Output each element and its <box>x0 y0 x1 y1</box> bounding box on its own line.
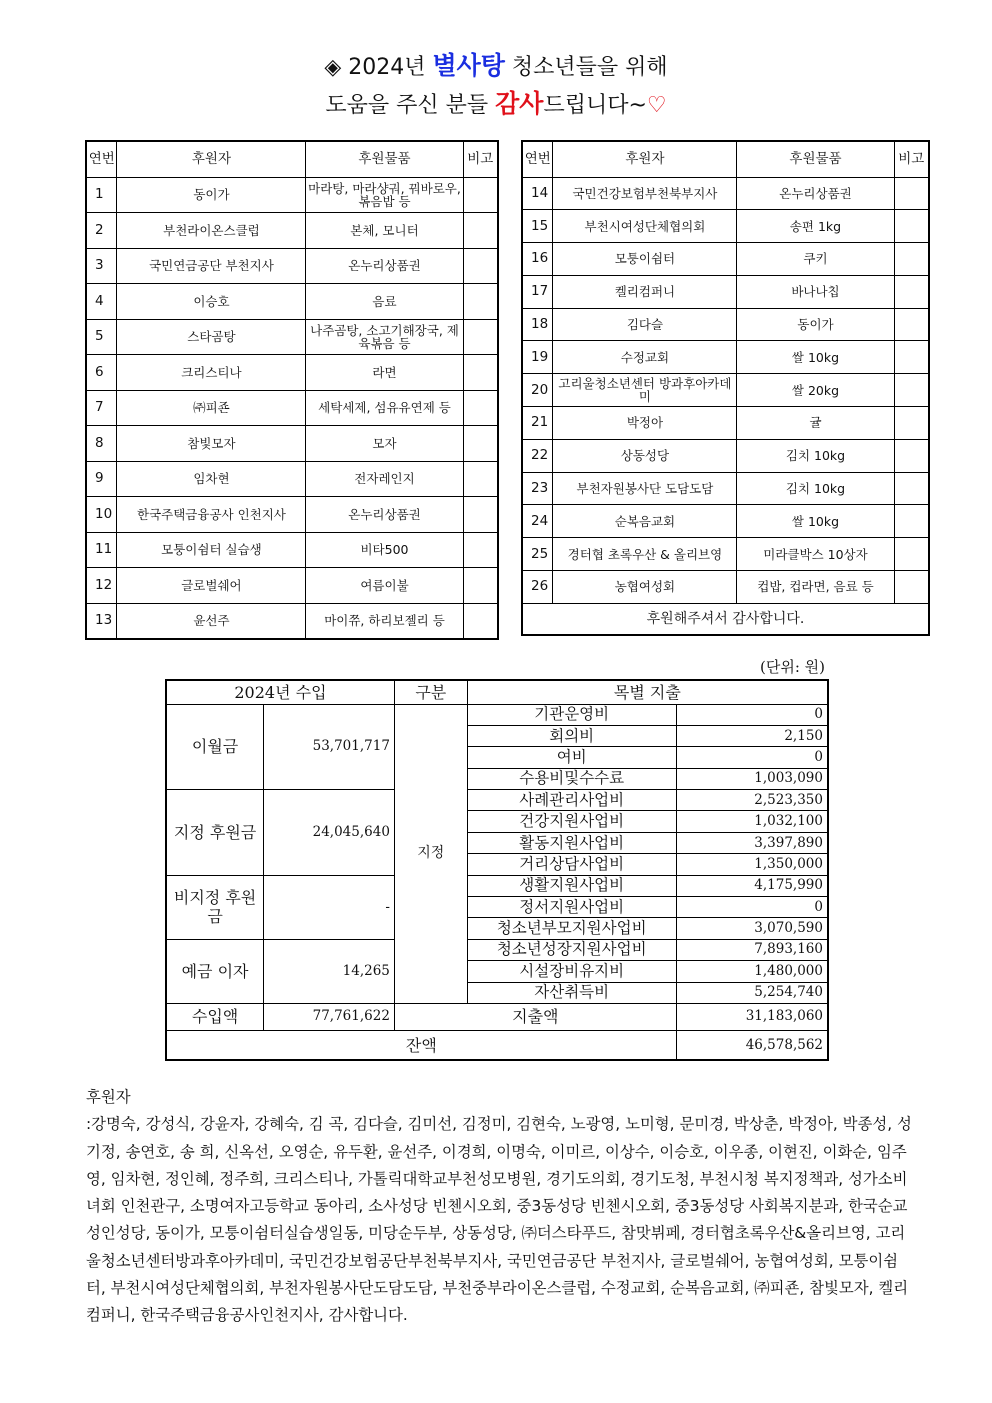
row-donor: 순복음교회 <box>553 505 737 538</box>
expense-value: 2,150 <box>676 725 828 746</box>
table-row <box>86 213 498 249</box>
title-line2-pre: 도움을 주신 분들 <box>325 93 496 118</box>
org-name: 별사탕 <box>432 51 505 80</box>
row-item: 세탁세제, 섬유유연제 등 <box>306 390 463 426</box>
row-no: 10 <box>86 497 117 533</box>
row-no: 17 <box>522 275 553 308</box>
table-footer-row <box>522 603 929 635</box>
expense-item: 활동지원사업비 <box>467 832 676 853</box>
row-item: 온누리상품권 <box>737 177 894 210</box>
table-row <box>86 426 498 462</box>
row-donor: 국민연금공단 부천지사 <box>117 248 306 284</box>
row-donor: 켈리컴퍼니 <box>553 275 737 308</box>
row-item: 음료 <box>306 284 463 320</box>
row-item: 쌀 10kg <box>737 341 894 374</box>
finance-balance-row <box>166 1030 828 1060</box>
title-line2-post: 드립니다~ <box>543 93 647 118</box>
row-item: 전자레인지 <box>306 461 463 497</box>
table-row <box>522 341 929 374</box>
income-label: 이월금 <box>166 704 264 790</box>
income-value: - <box>264 875 395 939</box>
row-no: 2 <box>86 213 117 249</box>
header-note: 비고 <box>463 141 498 177</box>
row-item: 본체, 모니터 <box>306 213 463 249</box>
expense-value: 1,003,090 <box>676 768 828 789</box>
expense-item: 정서지원사업비 <box>467 897 676 918</box>
expense-value: 1,032,100 <box>676 811 828 832</box>
row-no: 15 <box>522 210 553 243</box>
row-donor: 김다슬 <box>553 308 737 341</box>
row-no: 13 <box>86 603 117 639</box>
expense-item: 시설장비유지비 <box>467 961 676 982</box>
row-donor: 수정교회 <box>553 341 737 374</box>
expense-item: 사례관리사업비 <box>467 790 676 811</box>
table-row <box>522 275 929 308</box>
row-note <box>894 341 929 374</box>
header-item: 후원물품 <box>737 141 894 177</box>
row-donor: 임차현 <box>117 461 306 497</box>
row-donor: 참빛모자 <box>117 426 306 462</box>
table-row <box>522 407 929 440</box>
row-no: 16 <box>522 243 553 276</box>
table-row <box>522 177 929 210</box>
page-title-line-1 <box>0 46 992 82</box>
row-item: 컵밥, 컵라면, 음료 등 <box>737 571 894 604</box>
table-row <box>86 248 498 284</box>
row-note <box>894 571 929 604</box>
total-expense: 31,183,060 <box>676 1003 828 1030</box>
supporters-list: :강명숙, 강성식, 강윤자, 강혜숙, 김 곡, 김다슬, 김미선, 김정미, 김현숙, 노광영, 노미형, 문미경, 박상춘, 박정아, 박종성, 성기정, 송연호, 송 희, 신옥선, 오영순, 유두환, 윤선주, 이경희, 이명숙, 이미르, 이상수, 이승호, 이우종, 이현진, 이화순, 임주영, 임차현, 정인혜, 정주희, 크리스티나, 가톨릭대학교부천성모병원, 경기도의회, 경기도청, 부천시청 복지정책과, 성가소비녀회 인천관구, 소명여자고등학교 동아리, 소사성당 빈첸시오회, 중3동성당 빈첸시오회, 중3동성당 사회복지분과, 한국순교성인성당, 동이가, 모퉁이쉼터실습생일동, 미당순두부, 상동성당, ㈜더스타푸드, 참맛뷔페, 경터협초록우산&올리브영, 고리울청소년센터방과후아카데미, 국민건강보험공단부천북부지사, 국민연금공단 부천지사, 글로벌쉐어, 농협여성회, 모퉁이쉼터, 부천시여성단체협의회, 부천자원봉사단도담도담, 부천중부라이온스클럽, 수정교회, 순복음교회, ㈜피죤, 참빛모자, 켈리컴퍼니, 한국주택금융공사인천지사, 감사합니다. <box>86 1115 912 1325</box>
income-value: 24,045,640 <box>264 790 395 876</box>
row-item: 김치 10kg <box>737 439 894 472</box>
row-note <box>463 213 498 249</box>
table-row <box>522 538 929 571</box>
row-no: 3 <box>86 248 117 284</box>
row-item: 온누리상품권 <box>306 248 463 284</box>
row-no: 7 <box>86 390 117 426</box>
row-item: 라면 <box>306 355 463 391</box>
header-category: 구분 <box>394 680 467 704</box>
row-note <box>894 243 929 276</box>
row-note <box>463 603 498 639</box>
row-note <box>463 284 498 320</box>
heart-icon: ♡ <box>646 93 667 118</box>
row-note <box>463 532 498 568</box>
row-donor: ㈜피죤 <box>117 390 306 426</box>
row-note <box>894 472 929 505</box>
supporters-title: 후원자 <box>86 1088 131 1106</box>
table-row <box>86 461 498 497</box>
row-donor: 상동성당 <box>553 439 737 472</box>
finance-header <box>166 680 828 704</box>
expense-item: 생활지원사업비 <box>467 875 676 896</box>
row-item: 나주곰탕, 소고기해장국, 제육볶음 등 <box>306 319 463 355</box>
row-donor: 글로벌쉐어 <box>117 568 306 604</box>
row-no: 23 <box>522 472 553 505</box>
total-income: 77,761,622 <box>264 1003 395 1030</box>
row-note <box>894 177 929 210</box>
expense-item: 건강지원사업비 <box>467 811 676 832</box>
row-no: 14 <box>522 177 553 210</box>
row-item: 여름이불 <box>306 568 463 604</box>
row-donor: 경터협 초록우산 & 올리브영 <box>553 538 737 571</box>
table-row <box>86 568 498 604</box>
row-note <box>463 568 498 604</box>
finance-row <box>166 704 828 725</box>
balance-label: 잔액 <box>166 1030 676 1060</box>
row-item: 쌀 10kg <box>737 505 894 538</box>
row-no: 6 <box>86 355 117 391</box>
finance-row <box>166 939 828 960</box>
expense-item: 수용비및수수료 <box>467 768 676 789</box>
expense-value: 0 <box>676 747 828 768</box>
row-note <box>894 505 929 538</box>
row-note <box>463 461 498 497</box>
table-row <box>86 603 498 639</box>
expense-value: 3,070,590 <box>676 918 828 939</box>
income-value: 53,701,717 <box>264 704 395 790</box>
row-note <box>894 407 929 440</box>
row-note <box>463 177 498 213</box>
row-no: 19 <box>522 341 553 374</box>
row-item: 마라탕, 마라샹궈, 꿔바로우, 볶음밥 등 <box>306 177 463 213</box>
row-item: 송편 1kg <box>737 210 894 243</box>
income-label: 지정 후원금 <box>166 790 264 876</box>
row-donor: 부천시여성단체협의회 <box>553 210 737 243</box>
row-donor: 부천자원봉사단 도담도담 <box>553 472 737 505</box>
row-no: 1 <box>86 177 117 213</box>
row-item: 쌀 20kg <box>737 374 894 407</box>
expense-value: 7,893,160 <box>676 939 828 960</box>
row-note <box>463 426 498 462</box>
header-no: 연번 <box>86 141 117 177</box>
row-donor: 윤선주 <box>117 603 306 639</box>
expense-value: 1,480,000 <box>676 961 828 982</box>
total-income-label: 수입액 <box>166 1003 264 1030</box>
expense-value: 4,175,990 <box>676 875 828 896</box>
row-donor: 부천라이온스클럽 <box>117 213 306 249</box>
expense-item: 회의비 <box>467 725 676 746</box>
title-suffix: 청소년들을 위해 <box>504 55 668 80</box>
expense-value: 0 <box>676 897 828 918</box>
expense-item: 기관운영비 <box>467 704 676 725</box>
supporters-section <box>86 1084 916 1330</box>
row-no: 11 <box>86 532 117 568</box>
table-row <box>86 284 498 320</box>
row-item: 비타500 <box>306 532 463 568</box>
table-row <box>522 571 929 604</box>
finance-row <box>166 875 828 896</box>
row-item: 마이쮸, 하리보젤리 등 <box>306 603 463 639</box>
row-no: 18 <box>522 308 553 341</box>
table-row <box>522 308 929 341</box>
header-note: 비고 <box>894 141 929 177</box>
row-item: 쿠키 <box>737 243 894 276</box>
table-row <box>522 374 929 407</box>
row-no: 20 <box>522 374 553 407</box>
table-row <box>86 497 498 533</box>
row-note <box>894 538 929 571</box>
row-no: 21 <box>522 407 553 440</box>
income-label: 예금 이자 <box>166 939 264 1003</box>
row-donor: 이승호 <box>117 284 306 320</box>
unit-label: (단위: 원) <box>760 658 825 676</box>
row-item: 온누리상품권 <box>306 497 463 533</box>
title-prefix: ◈ 2024년 <box>324 55 433 80</box>
row-donor: 크리스티나 <box>117 355 306 391</box>
header-donor: 후원자 <box>553 141 737 177</box>
header-expense: 목별 지출 <box>467 680 828 704</box>
balance-value: 46,578,562 <box>676 1030 828 1060</box>
row-no: 4 <box>86 284 117 320</box>
header-no: 연번 <box>522 141 553 177</box>
expense-item: 청소년부모지원사업비 <box>467 918 676 939</box>
header-item: 후원물품 <box>306 141 463 177</box>
row-no: 12 <box>86 568 117 604</box>
income-label: 비지정 후원금 <box>166 875 264 939</box>
row-no: 26 <box>522 571 553 604</box>
row-item: 김치 10kg <box>737 472 894 505</box>
row-donor: 한국주택금융공사 인천지사 <box>117 497 306 533</box>
table-row <box>522 210 929 243</box>
row-donor: 스타곰탕 <box>117 319 306 355</box>
expense-item: 여비 <box>467 747 676 768</box>
expense-category: 지정 <box>394 704 467 1003</box>
table-row <box>86 532 498 568</box>
row-donor: 모퉁이쉼터 실습생 <box>117 532 306 568</box>
page-title-line-2 <box>0 84 992 120</box>
row-no: 9 <box>86 461 117 497</box>
table-row <box>522 472 929 505</box>
row-donor: 국민건강보험부천북부지사 <box>553 177 737 210</box>
row-donor: 모퉁이쉼터 <box>553 243 737 276</box>
expense-value: 0 <box>676 704 828 725</box>
finance-table <box>165 679 829 1061</box>
total-expense-label: 지출액 <box>394 1003 676 1030</box>
row-note <box>894 275 929 308</box>
header-donor: 후원자 <box>117 141 306 177</box>
title-thanks: 감사 <box>495 89 544 118</box>
row-note <box>894 210 929 243</box>
row-note <box>463 390 498 426</box>
row-no: 5 <box>86 319 117 355</box>
table-row <box>86 355 498 391</box>
row-donor: 박정아 <box>553 407 737 440</box>
table-row <box>86 177 498 213</box>
expense-item: 거리상담사업비 <box>467 854 676 875</box>
donation-table-right <box>521 140 930 636</box>
row-item: 귤 <box>737 407 894 440</box>
expense-value: 3,397,890 <box>676 832 828 853</box>
table-row <box>86 319 498 355</box>
row-item: 동이가 <box>737 308 894 341</box>
finance-row <box>166 790 828 811</box>
expense-value: 5,254,740 <box>676 982 828 1003</box>
expense-item: 청소년성장지원사업비 <box>467 939 676 960</box>
row-no: 24 <box>522 505 553 538</box>
row-no: 8 <box>86 426 117 462</box>
donation-table-left <box>85 140 499 640</box>
table-row <box>522 439 929 472</box>
finance-total-row <box>166 1003 828 1030</box>
expense-value: 2,523,350 <box>676 790 828 811</box>
row-no: 22 <box>522 439 553 472</box>
row-note <box>463 248 498 284</box>
row-item: 바나나칩 <box>737 275 894 308</box>
row-note <box>894 374 929 407</box>
row-donor: 농협여성회 <box>553 571 737 604</box>
row-item: 미라클박스 10상자 <box>737 538 894 571</box>
row-note <box>463 355 498 391</box>
table-row <box>522 243 929 276</box>
thanks-footer: 후원해주셔서 감사합니다. <box>522 603 929 635</box>
row-note <box>463 497 498 533</box>
income-value: 14,265 <box>264 939 395 1003</box>
row-note <box>894 439 929 472</box>
row-note <box>463 319 498 355</box>
row-donor: 고리울청소년센터 방과후아카데미 <box>553 374 737 407</box>
expense-item: 자산취득비 <box>467 982 676 1003</box>
expense-value: 1,350,000 <box>676 854 828 875</box>
row-donor: 동이가 <box>117 177 306 213</box>
header-income: 2024년 수입 <box>166 680 394 704</box>
row-item: 모자 <box>306 426 463 462</box>
row-note <box>894 308 929 341</box>
table-row <box>522 505 929 538</box>
row-no: 25 <box>522 538 553 571</box>
table-row <box>86 390 498 426</box>
